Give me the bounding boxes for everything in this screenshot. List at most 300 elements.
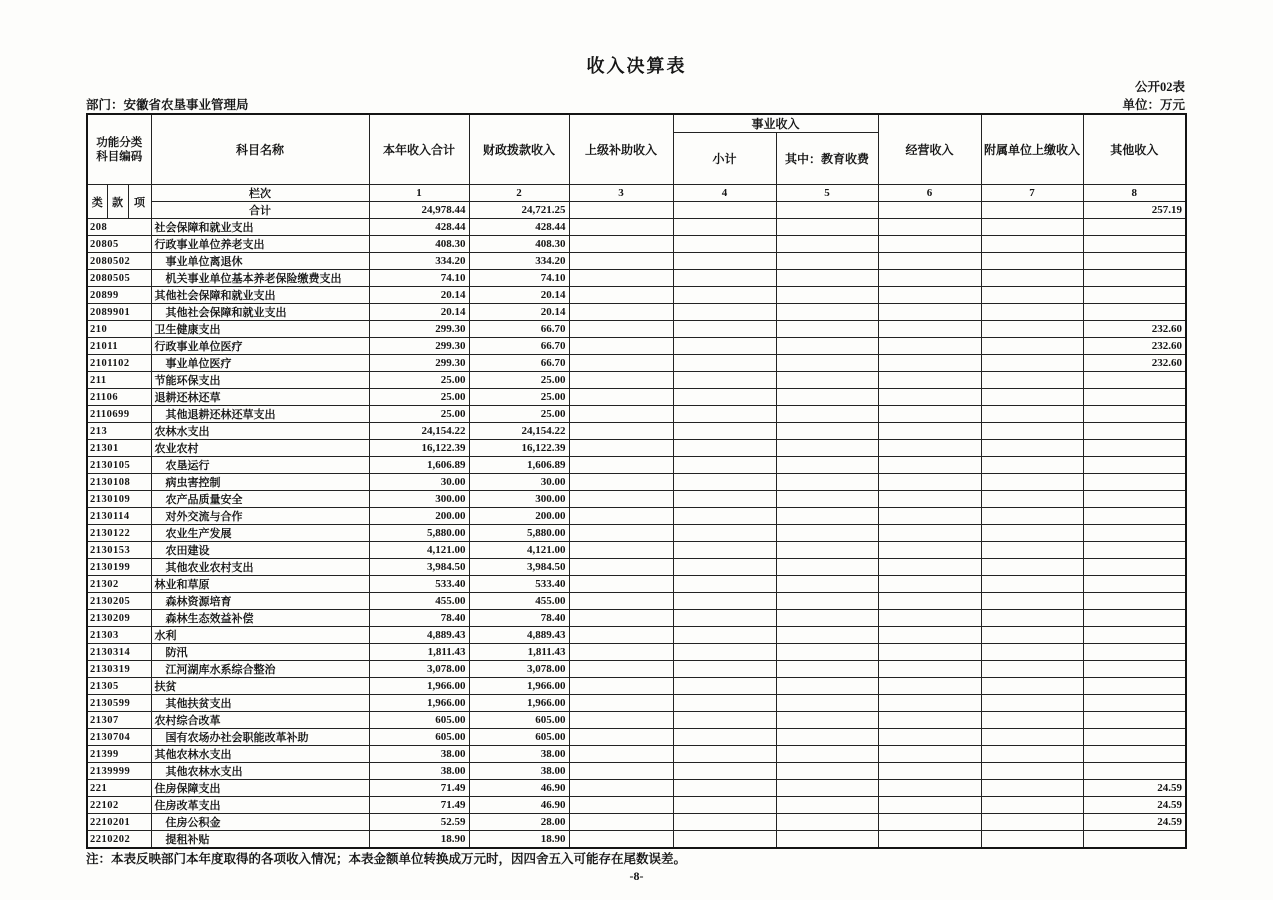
code-cell: 2101102 [87,355,151,372]
value-cell-affiliated [981,406,1083,423]
table-row [87,355,1186,372]
subject-cell: 林业和草原 [151,576,369,593]
value-cell-total: 30.00 [369,474,469,491]
table-code-label: 公开02表 [1134,80,1185,94]
value-cell-superior [569,406,673,423]
subject-cell: 农产品质量安全 [151,491,369,508]
value-cell-affiliated [981,491,1083,508]
value-cell-operating [878,321,981,338]
code-cell: 211 [87,372,151,389]
value-cell-superior [569,236,673,253]
column-index-8: 8 [1083,185,1186,202]
value-cell-education [776,746,878,763]
value-cell-operating [878,457,981,474]
value-cell-business-subtotal [673,763,776,780]
value-cell-operating [878,627,981,644]
value-cell-affiliated [981,355,1083,372]
value-cell-operating [878,491,981,508]
footnote: 注：本表反映部门本年度取得的各项收入情况；本表金额单位转换成万元时，因四舍五入可能存在尾数误差。 [86,852,687,866]
value-cell-fiscal: 74.10 [469,270,569,287]
value-cell-education [776,389,878,406]
value-cell-fiscal: 455.00 [469,593,569,610]
value-cell-fiscal: 18.90 [469,831,569,849]
subject-cell: 农村综合改革 [151,712,369,729]
value-cell-total: 408.30 [369,236,469,253]
value-cell-fiscal: 200.00 [469,508,569,525]
grand-total-value [878,202,981,219]
value-cell-superior [569,389,673,406]
code-cell: 2080505 [87,270,151,287]
code-cell: 21106 [87,389,151,406]
value-cell-superior [569,423,673,440]
value-cell-education [776,304,878,321]
value-cell-total: 334.20 [369,253,469,270]
code-cell: 2139999 [87,763,151,780]
value-cell-total: 300.00 [369,491,469,508]
value-cell-education [776,355,878,372]
value-cell-fiscal: 20.14 [469,287,569,304]
value-cell-operating [878,576,981,593]
value-cell-superior [569,304,673,321]
value-cell-business-subtotal [673,406,776,423]
value-cell-affiliated [981,593,1083,610]
header-business-revenue-group: 事业收入 [673,114,878,133]
value-cell-total: 1,606.89 [369,457,469,474]
value-cell-operating [878,780,981,797]
value-cell-education [776,627,878,644]
value-cell-total: 25.00 [369,406,469,423]
value-cell-superior [569,678,673,695]
value-cell-superior [569,253,673,270]
value-cell-education [776,763,878,780]
table-row [87,661,1186,678]
value-cell-operating [878,729,981,746]
subject-cell: 提租补贴 [151,831,369,849]
code-cell: 2130105 [87,457,151,474]
header-business-subtotal: 小计 [673,133,776,185]
value-cell-education [776,831,878,849]
table-row [87,457,1186,474]
code-cell: 213 [87,423,151,440]
code-cell: 2080502 [87,253,151,270]
value-cell-superior [569,763,673,780]
code-cell: 20899 [87,287,151,304]
value-cell-superior [569,219,673,236]
value-cell-operating [878,474,981,491]
value-cell-affiliated [981,712,1083,729]
value-cell-fiscal: 4,121.00 [469,542,569,559]
value-cell-other [1083,610,1186,627]
table-row [87,627,1186,644]
value-cell-superior [569,440,673,457]
value-cell-superior [569,780,673,797]
table-row [87,219,1186,236]
value-cell-other [1083,304,1186,321]
value-cell-total: 18.90 [369,831,469,849]
value-cell-education [776,406,878,423]
value-cell-education [776,576,878,593]
value-cell-operating [878,389,981,406]
value-cell-superior [569,287,673,304]
value-cell-other [1083,219,1186,236]
value-cell-superior [569,627,673,644]
table-row [87,729,1186,746]
value-cell-affiliated [981,695,1083,712]
header-total-revenue: 本年收入合计 [369,114,469,185]
value-cell-fiscal: 533.40 [469,576,569,593]
value-cell-affiliated [981,440,1083,457]
value-cell-fiscal: 605.00 [469,729,569,746]
value-cell-other: 232.60 [1083,355,1186,372]
value-cell-education [776,644,878,661]
value-cell-affiliated [981,389,1083,406]
value-cell-other [1083,627,1186,644]
value-cell-superior [569,457,673,474]
value-cell-education [776,474,878,491]
subject-cell: 社会保障和就业支出 [151,219,369,236]
table-row [87,287,1186,304]
value-cell-affiliated [981,780,1083,797]
code-cell: 2110699 [87,406,151,423]
value-cell-other [1083,253,1186,270]
value-cell-operating [878,287,981,304]
value-cell-fiscal: 334.20 [469,253,569,270]
value-cell-operating [878,763,981,780]
value-cell-total: 1,966.00 [369,695,469,712]
value-cell-fiscal: 300.00 [469,491,569,508]
header-code-item: 项 [128,185,151,219]
grand-total-value [981,202,1083,219]
value-cell-superior [569,797,673,814]
subject-cell: 行政事业单位养老支出 [151,236,369,253]
value-cell-other [1083,576,1186,593]
value-cell-education [776,610,878,627]
value-cell-education [776,678,878,695]
column-index-1: 1 [369,185,469,202]
value-cell-fiscal: 1,606.89 [469,457,569,474]
code-cell: 2130209 [87,610,151,627]
header-code-section: 款 [107,185,128,219]
value-cell-other [1083,695,1186,712]
value-cell-education [776,236,878,253]
value-cell-operating [878,678,981,695]
value-cell-fiscal: 408.30 [469,236,569,253]
value-cell-superior [569,644,673,661]
value-cell-superior [569,814,673,831]
subject-cell: 对外交流与合作 [151,508,369,525]
value-cell-business-subtotal [673,525,776,542]
subject-cell: 其他农林水支出 [151,746,369,763]
value-cell-education [776,372,878,389]
value-cell-operating [878,270,981,287]
value-cell-superior [569,525,673,542]
value-cell-business-subtotal [673,644,776,661]
value-cell-operating [878,661,981,678]
value-cell-business-subtotal [673,661,776,678]
code-cell: 2130153 [87,542,151,559]
code-cell: 21399 [87,746,151,763]
value-cell-affiliated [981,338,1083,355]
subject-cell: 水利 [151,627,369,644]
subject-cell: 农业生产发展 [151,525,369,542]
value-cell-fiscal: 25.00 [469,372,569,389]
table-row [87,831,1186,849]
value-cell-superior [569,831,673,849]
value-cell-operating [878,253,981,270]
value-cell-operating [878,746,981,763]
value-cell-education [776,253,878,270]
grand-total-value [776,202,878,219]
value-cell-fiscal: 46.90 [469,780,569,797]
value-cell-superior [569,729,673,746]
table-row [87,780,1186,797]
value-cell-total: 25.00 [369,372,469,389]
table-row [87,304,1186,321]
subject-cell: 农林水支出 [151,423,369,440]
value-cell-superior [569,321,673,338]
grand-total-value: 24,721.25 [469,202,569,219]
value-cell-affiliated [981,253,1083,270]
value-cell-fiscal: 3,984.50 [469,559,569,576]
value-cell-superior [569,610,673,627]
subject-cell: 住房公积金 [151,814,369,831]
value-cell-other [1083,440,1186,457]
value-cell-operating [878,593,981,610]
value-cell-operating [878,525,981,542]
subject-cell: 其他社会保障和就业支出 [151,304,369,321]
value-cell-other [1083,678,1186,695]
value-cell-other [1083,763,1186,780]
value-cell-total: 200.00 [369,508,469,525]
value-cell-affiliated [981,372,1083,389]
subject-cell: 农业农村 [151,440,369,457]
value-cell-business-subtotal [673,338,776,355]
value-cell-other: 24.59 [1083,780,1186,797]
value-cell-fiscal: 428.44 [469,219,569,236]
subject-cell: 事业单位离退休 [151,253,369,270]
value-cell-affiliated [981,321,1083,338]
value-cell-business-subtotal [673,253,776,270]
value-cell-business-subtotal [673,372,776,389]
value-cell-operating [878,355,981,372]
value-cell-education [776,457,878,474]
code-cell: 20805 [87,236,151,253]
value-cell-fiscal: 30.00 [469,474,569,491]
subject-cell: 其他退耕还林还草支出 [151,406,369,423]
subject-cell: 住房改革支出 [151,797,369,814]
value-cell-education [776,219,878,236]
value-cell-affiliated [981,270,1083,287]
value-cell-business-subtotal [673,355,776,372]
subject-cell: 节能环保支出 [151,372,369,389]
subject-cell: 扶贫 [151,678,369,695]
value-cell-operating [878,338,981,355]
table-row [87,542,1186,559]
page-title: 收入决算表 [586,56,687,76]
table-row [87,321,1186,338]
column-index-5: 5 [776,185,878,202]
code-cell: 2130109 [87,491,151,508]
value-cell-affiliated [981,304,1083,321]
column-index-2: 2 [469,185,569,202]
value-cell-other: 232.60 [1083,338,1186,355]
value-cell-superior [569,508,673,525]
value-cell-affiliated [981,831,1083,849]
value-cell-business-subtotal [673,542,776,559]
code-cell: 2130319 [87,661,151,678]
value-cell-other [1083,287,1186,304]
value-cell-total: 299.30 [369,321,469,338]
subject-cell: 退耕还林还草 [151,389,369,406]
table-row [87,593,1186,610]
value-cell-superior [569,491,673,508]
subject-cell: 森林资源培育 [151,593,369,610]
code-cell: 2130704 [87,729,151,746]
value-cell-other [1083,525,1186,542]
value-cell-operating [878,219,981,236]
value-cell-affiliated [981,746,1083,763]
code-cell: 22102 [87,797,151,814]
value-cell-other [1083,457,1186,474]
value-cell-fiscal: 5,880.00 [469,525,569,542]
value-cell-affiliated [981,576,1083,593]
code-cell: 21305 [87,678,151,695]
value-cell-education [776,661,878,678]
value-cell-business-subtotal [673,593,776,610]
table-row [87,712,1186,729]
value-cell-affiliated [981,219,1083,236]
table-row [87,474,1186,491]
value-cell-affiliated [981,729,1083,746]
value-cell-education [776,508,878,525]
value-cell-operating [878,372,981,389]
table-body [87,219,1186,849]
value-cell-superior [569,746,673,763]
value-cell-other [1083,644,1186,661]
code-cell: 21011 [87,338,151,355]
code-cell: 21301 [87,440,151,457]
value-cell-fiscal: 38.00 [469,763,569,780]
value-cell-operating [878,814,981,831]
value-cell-other [1083,729,1186,746]
value-cell-education [776,423,878,440]
value-cell-total: 38.00 [369,763,469,780]
subject-cell: 农田建设 [151,542,369,559]
table-row [87,389,1186,406]
value-cell-total: 455.00 [369,593,469,610]
subject-cell: 农垦运行 [151,457,369,474]
value-cell-other [1083,236,1186,253]
value-cell-operating [878,304,981,321]
value-cell-affiliated [981,542,1083,559]
value-cell-business-subtotal [673,219,776,236]
value-cell-fiscal: 25.00 [469,389,569,406]
value-cell-business-subtotal [673,423,776,440]
value-cell-superior [569,712,673,729]
value-cell-operating [878,406,981,423]
value-cell-affiliated [981,287,1083,304]
subject-cell: 病虫害控制 [151,474,369,491]
value-cell-superior [569,355,673,372]
value-cell-affiliated [981,236,1083,253]
table-row [87,678,1186,695]
value-cell-superior [569,661,673,678]
value-cell-other [1083,746,1186,763]
value-cell-affiliated [981,525,1083,542]
value-cell-affiliated [981,814,1083,831]
value-cell-affiliated [981,423,1083,440]
code-cell: 2089901 [87,304,151,321]
value-cell-other [1083,559,1186,576]
code-cell: 21307 [87,712,151,729]
value-cell-total: 38.00 [369,746,469,763]
value-cell-education [776,270,878,287]
value-cell-business-subtotal [673,576,776,593]
table-row [87,423,1186,440]
code-cell: 21303 [87,627,151,644]
value-cell-business-subtotal [673,814,776,831]
grand-total-label: 合计 [151,202,369,219]
value-cell-business-subtotal [673,491,776,508]
value-cell-business-subtotal [673,559,776,576]
code-cell: 2130205 [87,593,151,610]
value-cell-business-subtotal [673,270,776,287]
table-row [87,440,1186,457]
value-cell-total: 4,889.43 [369,627,469,644]
value-cell-education [776,729,878,746]
header-other-revenue: 其他收入 [1083,114,1186,185]
value-cell-education [776,814,878,831]
subject-cell: 卫生健康支出 [151,321,369,338]
department-label: 部门：安徽省农垦事业管理局 [86,98,249,112]
value-cell-education [776,780,878,797]
table-row [87,525,1186,542]
value-cell-total: 71.49 [369,780,469,797]
value-cell-operating [878,644,981,661]
value-cell-superior [569,372,673,389]
value-cell-total: 71.49 [369,797,469,814]
value-cell-fiscal: 24,154.22 [469,423,569,440]
value-cell-education [776,440,878,457]
value-cell-superior [569,593,673,610]
table-row [87,559,1186,576]
value-cell-total: 78.40 [369,610,469,627]
value-cell-affiliated [981,797,1083,814]
value-cell-other [1083,593,1186,610]
code-cell: 2210202 [87,831,151,849]
value-cell-superior [569,270,673,287]
value-cell-education [776,559,878,576]
header-code-group-line2: 科目编码 [96,150,143,163]
unit-label: 单位：万元 [1122,98,1185,112]
value-cell-operating [878,440,981,457]
value-cell-fiscal: 66.70 [469,338,569,355]
value-cell-total: 605.00 [369,712,469,729]
table-row [87,508,1186,525]
value-cell-affiliated [981,678,1083,695]
subject-cell: 行政事业单位医疗 [151,338,369,355]
value-cell-business-subtotal [673,457,776,474]
code-cell: 2130108 [87,474,151,491]
value-cell-total: 25.00 [369,389,469,406]
value-cell-affiliated [981,661,1083,678]
grand-total-value: 257.19 [1083,202,1186,219]
header-code-group-line1: 功能分类 [96,136,143,149]
value-cell-operating [878,542,981,559]
value-cell-total: 24,154.22 [369,423,469,440]
value-cell-total: 20.14 [369,304,469,321]
value-cell-education [776,695,878,712]
